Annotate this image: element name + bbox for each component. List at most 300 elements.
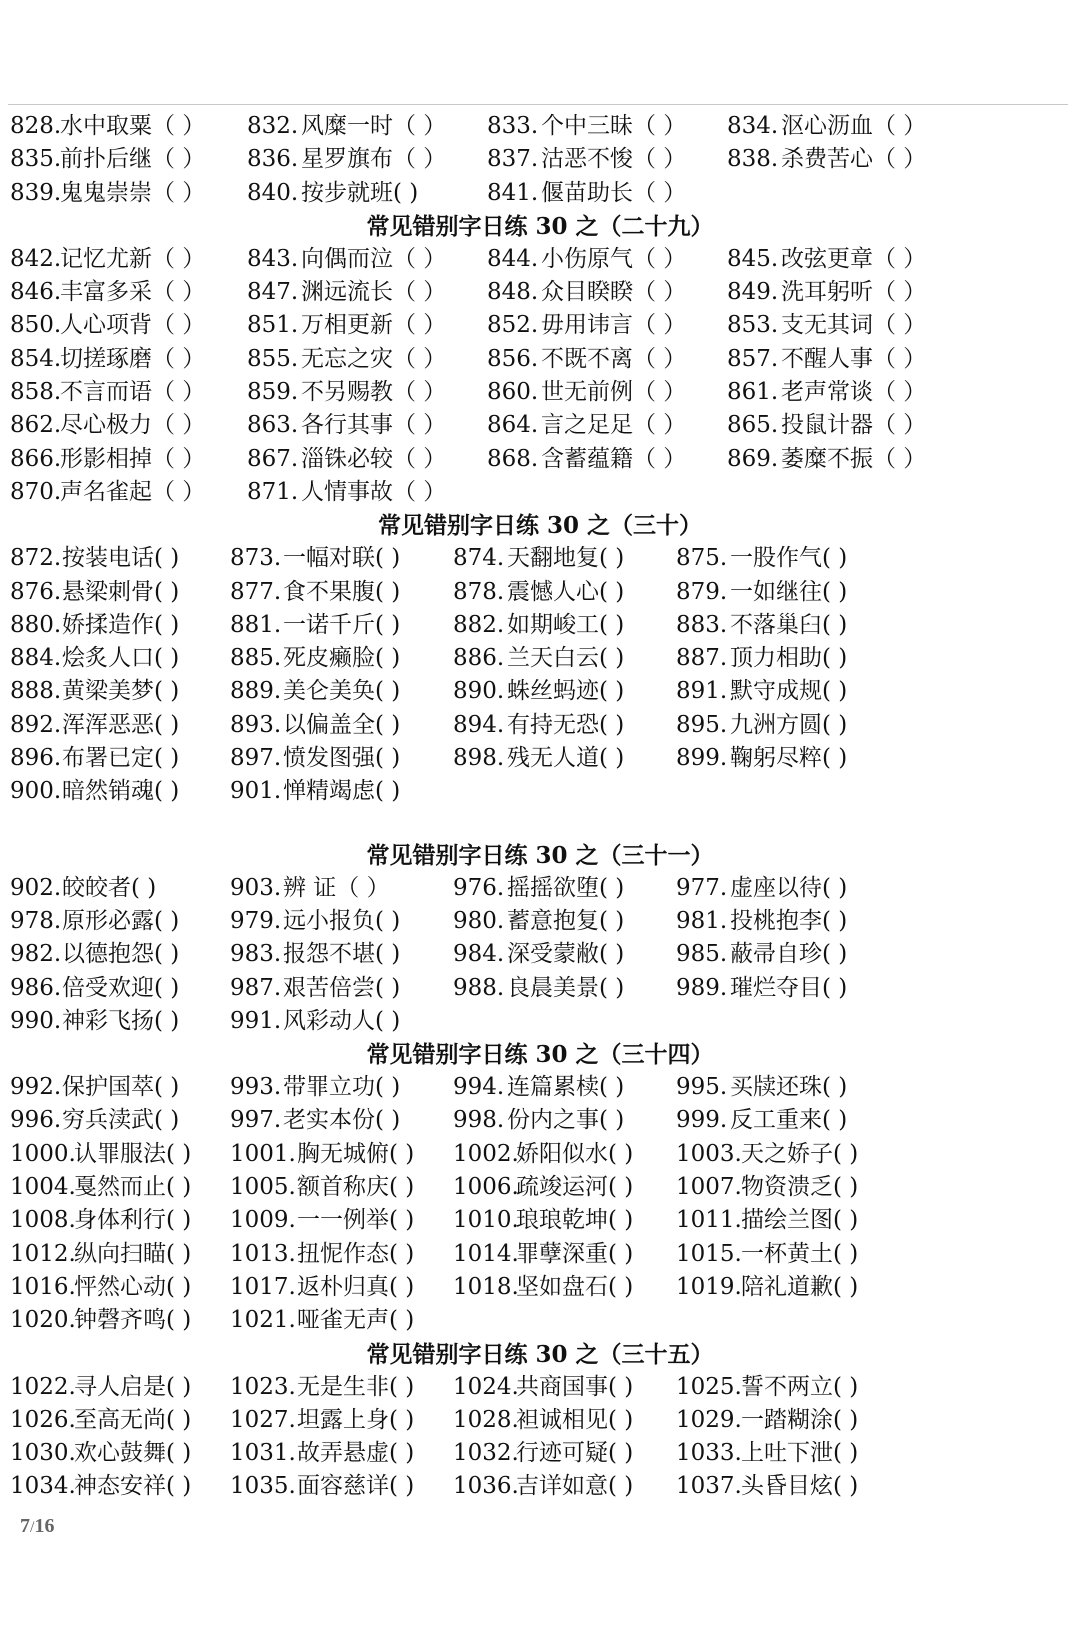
item-number: 1030. [10, 1440, 76, 1467]
item-number: 1002. [453, 1140, 519, 1167]
exercise-row [0, 872, 1080, 905]
idiom-text: 上吐下泄( ) [741, 1440, 859, 1467]
idiom-text: 黄梁美梦( ) [62, 678, 180, 705]
idiom-text: 反工重来( ) [730, 1107, 848, 1134]
item-number: 846. [10, 279, 62, 306]
item-number: 979. [230, 907, 282, 934]
idiom-text: 一一例举( ) [297, 1207, 415, 1234]
idiom-text: 鞠躬尽粹( ) [730, 745, 848, 772]
item-number: 884. [10, 645, 62, 672]
idiom-text: 蛛丝蚂迹( ) [507, 678, 625, 705]
item-number: 977. [676, 874, 728, 901]
item-number: 895. [676, 711, 728, 738]
idiom-text: 沤心沥血（ ） [781, 113, 927, 139]
item-number: 871. [247, 478, 299, 505]
item-number: 894. [453, 711, 505, 738]
item-number: 885. [230, 645, 282, 672]
item-number: 903. [230, 874, 282, 901]
item-number: 1024. [453, 1373, 519, 1400]
idiom-text: 声名雀起（ ） [60, 478, 206, 505]
exercise-section [0, 210, 1080, 509]
item-number: 1011. [676, 1207, 742, 1234]
exercise-row [0, 143, 1080, 176]
idiom-text: 共商国事( ) [516, 1373, 634, 1400]
exercise-row [0, 177, 1080, 210]
item-number: 1006. [453, 1174, 519, 1201]
item-number: 834. [727, 113, 779, 139]
item-number: 872. [10, 545, 62, 572]
item-number: 839. [10, 179, 62, 206]
item-number: 1027. [230, 1406, 296, 1433]
exercise-section [0, 839, 1080, 1038]
idiom-text: 报怨不堪( ) [283, 941, 401, 968]
idiom-text: 支无其词（ ） [781, 312, 927, 339]
idiom-text: 向偶而泣（ ） [301, 245, 447, 272]
page-current: 7 [20, 1515, 30, 1537]
idiom-text: 尽心极力（ ） [60, 412, 206, 439]
item-number: 982. [10, 941, 62, 968]
exercise-row [0, 1437, 1080, 1470]
item-number: 989. [676, 974, 728, 1001]
item-number: 996. [10, 1107, 62, 1134]
idiom-text: 残无人道( ) [507, 745, 625, 772]
item-number: 847. [247, 279, 299, 306]
item-number: 1036. [453, 1473, 519, 1500]
item-number: 995. [676, 1074, 728, 1101]
item-number: 1015. [676, 1240, 742, 1267]
exercise-row [0, 1204, 1080, 1237]
idiom-text: 不既不离（ ） [541, 345, 687, 372]
item-number: 851. [247, 312, 299, 339]
item-number: 997. [230, 1107, 282, 1134]
item-number: 870. [10, 478, 62, 505]
exercise-row [0, 1470, 1080, 1503]
item-number: 836. [247, 146, 299, 173]
idiom-text: 一杯黄土( ) [741, 1240, 859, 1267]
idiom-text: 欢心鼓舞( ) [74, 1440, 192, 1467]
idiom-text: 身体利行( ) [74, 1207, 192, 1234]
item-number: 835. [10, 146, 62, 173]
idiom-text: 誓不两立( ) [741, 1373, 859, 1400]
idiom-text: 良晨美景( ) [507, 974, 625, 1001]
idiom-text: 陪礼道歉( ) [741, 1273, 859, 1300]
exercise-section [0, 1138, 1080, 1338]
item-number: 863. [247, 412, 299, 439]
exercise-row [0, 1404, 1080, 1437]
item-number: 881. [230, 611, 282, 638]
idiom-text: 琅琅乾坤( ) [516, 1207, 634, 1234]
idiom-text: 洗耳躬听（ ） [781, 279, 927, 306]
item-number: 857. [727, 345, 779, 372]
item-number: 991. [230, 1007, 282, 1034]
idiom-text: 以偏盖全( ) [283, 711, 401, 738]
item-number: 854. [10, 345, 62, 372]
item-number: 901. [230, 778, 282, 805]
idiom-text: 璀烂夺目( ) [730, 974, 848, 1001]
idiom-text: 一诺千斤( ) [283, 611, 401, 638]
idiom-text: 神态安祥( ) [74, 1473, 192, 1500]
idiom-text: 毋用讳言（ ） [541, 312, 687, 339]
item-number: 869. [727, 445, 779, 472]
idiom-text: 扭怩作态( ) [297, 1240, 415, 1267]
item-number: 988. [453, 974, 505, 1001]
top-divider [8, 104, 1068, 105]
idiom-text: 疏竣运河( ) [516, 1174, 634, 1201]
idiom-text: 鬼鬼崇崇（ ） [60, 179, 206, 206]
item-number: 992. [10, 1074, 62, 1101]
idiom-text: 淄铢必较（ ） [301, 445, 447, 472]
idiom-text: 一幅对联( ) [283, 545, 401, 572]
item-number: 976. [453, 874, 505, 901]
item-number: 897. [230, 745, 282, 772]
idiom-text: 虚座以待( ) [730, 874, 848, 901]
idiom-text: 娇揉造作( ) [62, 611, 180, 638]
item-number: 1023. [230, 1373, 296, 1400]
exercise-row [0, 1271, 1080, 1304]
idiom-text: 改弦更章（ ） [781, 245, 927, 272]
idiom-text: 天翻地复( ) [507, 545, 625, 572]
exercise-row [0, 1238, 1080, 1271]
exercise-row [0, 1104, 1080, 1137]
exercise-row [0, 742, 1080, 775]
exercise-row [0, 609, 1080, 642]
item-number: 1008. [10, 1207, 76, 1234]
idiom-text: 有持无恐( ) [507, 711, 625, 738]
item-number: 864. [487, 412, 539, 439]
item-number: 1035. [230, 1473, 296, 1500]
item-number: 882. [453, 611, 505, 638]
exercise-row [0, 1071, 1080, 1104]
idiom-text: 坚如盘石( ) [516, 1273, 634, 1300]
idiom-text: 投鼠计器（ ） [781, 412, 927, 439]
item-number: 837. [487, 146, 539, 173]
item-number: 852. [487, 312, 539, 339]
section-title: 常见错别字日练 30 之（三十五） [366, 1340, 714, 1368]
section-title: 常见错别字日练 30 之（三十） [377, 512, 703, 540]
item-number: 902. [10, 874, 62, 901]
idiom-text: 一踏糊涂( ) [741, 1406, 859, 1433]
item-number: 1037. [676, 1473, 742, 1500]
idiom-text: 纵向扫瞄( ) [74, 1240, 192, 1267]
item-number: 838. [727, 146, 779, 173]
idiom-text: 浑浑恶恶( ) [62, 711, 180, 738]
idiom-text: 以德抱怨( ) [62, 941, 180, 968]
page-separator: / [30, 1519, 35, 1536]
item-number: 899. [676, 745, 728, 772]
item-number: 1033. [676, 1440, 742, 1467]
idiom-text: 摇摇欲堕( ) [507, 874, 625, 901]
item-number: 983. [230, 941, 282, 968]
item-number: 876. [10, 578, 62, 605]
idiom-text: 萎糜不振（ ） [781, 445, 927, 472]
idiom-text: 布署已定( ) [62, 745, 180, 772]
idiom-text: 死皮癞脸( ) [283, 645, 401, 672]
exercise-row [0, 1005, 1080, 1038]
item-number: 1034. [10, 1473, 76, 1500]
exercise-row [0, 343, 1080, 376]
exercise-row [0, 309, 1080, 342]
item-number: 1025. [676, 1373, 742, 1400]
exercise-row [0, 709, 1080, 742]
idiom-text: 食不果腹( ) [283, 578, 401, 605]
idiom-text: 辨 证（ ） [283, 874, 390, 901]
item-number: 1004. [10, 1174, 76, 1201]
item-number: 900. [10, 778, 62, 805]
idiom-text: 形影相掉（ ） [60, 445, 206, 472]
idiom-text: 至高无尚( ) [74, 1406, 192, 1433]
item-number: 1003. [676, 1140, 742, 1167]
item-number: 892. [10, 711, 62, 738]
idiom-text: 投桃抱李( ) [730, 907, 848, 934]
item-number: 868. [487, 445, 539, 472]
item-number: 850. [10, 312, 62, 339]
page-total: 16 [34, 1515, 55, 1537]
idiom-text: 头昏目炫( ) [741, 1473, 859, 1500]
item-number: 1032. [453, 1440, 519, 1467]
idiom-text: 各行其事（ ） [301, 412, 447, 439]
idiom-text: 戛然而止( ) [74, 1174, 192, 1201]
section-title: 常见错别字日练 30 之（三十一） [366, 841, 714, 869]
idiom-text: 九洲方圆( ) [730, 711, 848, 738]
item-number: 890. [453, 678, 505, 705]
idiom-text: 带罪立功( ) [283, 1074, 401, 1101]
idiom-text: 无是生非( ) [297, 1373, 415, 1400]
item-number: 874. [453, 545, 505, 572]
item-number: 1009. [230, 1207, 296, 1234]
idiom-text: 水中取粟（ ） [60, 113, 206, 139]
item-number: 984. [453, 941, 505, 968]
item-number: 858. [10, 379, 62, 406]
item-number: 862. [10, 412, 62, 439]
item-number: 866. [10, 445, 62, 472]
idiom-text: 袒诚相见( ) [516, 1406, 634, 1433]
idiom-text: 不言而语（ ） [60, 379, 206, 406]
exercise-row [0, 443, 1080, 476]
idiom-text: 坦露上身( ) [297, 1406, 415, 1433]
item-number: 833. [487, 113, 539, 139]
idiom-text: 默守成规( ) [730, 678, 848, 705]
item-number: 998. [453, 1107, 505, 1134]
item-number: 855. [247, 345, 299, 372]
exercise-row [0, 542, 1080, 575]
item-number: 1029. [676, 1406, 742, 1433]
idiom-text: 娇阳似水( ) [516, 1140, 634, 1167]
exercise-section [0, 110, 1080, 210]
idiom-text: 皎皎者( ) [62, 874, 157, 901]
exercise-row [0, 110, 1080, 143]
idiom-text: 描绘兰图( ) [741, 1207, 859, 1234]
item-number: 844. [487, 245, 539, 272]
idiom-text: 蓄意抱复( ) [507, 907, 625, 934]
item-number: 1007. [676, 1174, 742, 1201]
idiom-text: 吉详如意( ) [516, 1473, 634, 1500]
idiom-text: 按装电话( ) [62, 545, 180, 572]
exercise-row [0, 476, 1080, 509]
idiom-text: 含蓄蕴籍（ ） [541, 445, 687, 472]
exercise-content [0, 110, 1080, 1504]
idiom-text: 沽恶不悛（ ） [541, 146, 687, 173]
exercise-row [0, 1171, 1080, 1204]
idiom-text: 美仑美奂( ) [283, 678, 401, 705]
section-title: 常见错别字日练 30 之（三十四） [366, 1041, 714, 1069]
item-number: 891. [676, 678, 728, 705]
section-title: 常见错别字日练 30 之（二十九） [366, 212, 714, 240]
idiom-text: 切搓琢磨（ ） [60, 345, 206, 372]
exercise-row [0, 775, 1080, 808]
idiom-text: 保护国萃( ) [62, 1074, 180, 1101]
idiom-text: 寻人启是( ) [74, 1373, 192, 1400]
idiom-text: 言之足足（ ） [541, 412, 687, 439]
idiom-text: 无忘之灾（ ） [301, 345, 447, 372]
item-number: 1012. [10, 1240, 76, 1267]
item-number: 1010. [453, 1207, 519, 1234]
idiom-text: 行迹可疑( ) [516, 1440, 634, 1467]
item-number: 898. [453, 745, 505, 772]
item-number: 981. [676, 907, 728, 934]
exercise-section [0, 509, 1080, 808]
item-number: 1016. [10, 1273, 76, 1300]
item-number: 848. [487, 279, 539, 306]
exercise-row [0, 409, 1080, 442]
item-number: 887. [676, 645, 728, 672]
item-number: 893. [230, 711, 282, 738]
idiom-text: 蔽帚自珍( ) [730, 941, 848, 968]
idiom-text: 万相更新（ ） [301, 312, 447, 339]
item-number: 1018. [453, 1273, 519, 1300]
item-number: 990. [10, 1007, 62, 1034]
item-number: 1019. [676, 1273, 742, 1300]
idiom-text: 兰天白云( ) [507, 645, 625, 672]
item-number: 978. [10, 907, 62, 934]
item-number: 853. [727, 312, 779, 339]
item-number: 877. [230, 578, 282, 605]
item-number: 861. [727, 379, 779, 406]
item-number: 1031. [230, 1440, 296, 1467]
exercise-row [0, 905, 1080, 938]
idiom-text: 小伤原气（ ） [541, 245, 687, 272]
idiom-text: 认罪服法( ) [74, 1140, 192, 1167]
idiom-text: 丰富多采（ ） [60, 279, 206, 306]
idiom-text: 悬梁刺骨( ) [62, 578, 180, 605]
exercise-row [0, 1371, 1080, 1404]
idiom-text: 一股作气( ) [730, 545, 848, 572]
item-number: 1021. [230, 1307, 296, 1334]
idiom-text: 世无前例（ ） [541, 379, 687, 406]
exercise-row [0, 276, 1080, 309]
item-number: 993. [230, 1074, 282, 1101]
item-number: 1000. [10, 1140, 76, 1167]
idiom-text: 返朴归真( ) [297, 1273, 415, 1300]
item-number: 889. [230, 678, 282, 705]
idiom-text: 众目睽睽（ ） [541, 279, 687, 306]
idiom-text: 风彩动人( ) [283, 1007, 401, 1034]
item-number: 880. [10, 611, 62, 638]
item-number: 875. [676, 545, 728, 572]
item-number: 832. [247, 113, 299, 139]
item-number: 873. [230, 545, 282, 572]
item-number: 1005. [230, 1174, 296, 1201]
item-number: 985. [676, 941, 728, 968]
item-number: 896. [10, 745, 62, 772]
item-number: 842. [10, 245, 62, 272]
idiom-text: 顶力相助( ) [730, 645, 848, 672]
idiom-text: 倍受欢迎( ) [62, 974, 180, 1001]
item-number: 1028. [453, 1406, 519, 1433]
item-number: 849. [727, 279, 779, 306]
item-number: 1014. [453, 1240, 519, 1267]
idiom-text: 前扑后继（ ） [60, 146, 206, 173]
idiom-text: 星罗旗布（ ） [301, 146, 447, 173]
idiom-text: 连篇累椟( ) [507, 1074, 625, 1101]
exercise-section [0, 1038, 1080, 1138]
idiom-text: 怦然心动( ) [74, 1273, 192, 1300]
idiom-text: 哑雀无声( ) [297, 1307, 415, 1334]
exercise-row [0, 376, 1080, 409]
idiom-text: 老实本份( ) [283, 1107, 401, 1134]
idiom-text: 天之娇子( ) [741, 1140, 859, 1167]
idiom-text: 物资溃乏( ) [741, 1174, 859, 1201]
idiom-text: 不落巢臼( ) [730, 611, 848, 638]
item-number: 878. [453, 578, 505, 605]
idiom-text: 风糜一时（ ） [301, 113, 447, 139]
exercise-row [0, 675, 1080, 708]
idiom-text: 神彩飞扬( ) [62, 1007, 180, 1034]
idiom-text: 老声常谈（ ） [781, 379, 927, 406]
idiom-text: 一如继往( ) [730, 578, 848, 605]
idiom-text: 烩炙人口( ) [62, 645, 180, 672]
item-number: 986. [10, 974, 62, 1001]
item-number: 999. [676, 1107, 728, 1134]
idiom-text: 原形必露( ) [62, 907, 180, 934]
idiom-text: 偃苗助长（ ） [541, 179, 687, 206]
idiom-text: 愤发图强( ) [283, 745, 401, 772]
idiom-text: 人心项背（ ） [60, 312, 206, 339]
exercise-section [0, 1338, 1080, 1504]
idiom-text: 面容慈详( ) [297, 1473, 415, 1500]
item-number: 840. [247, 179, 299, 206]
idiom-text: 深受蒙敝( ) [507, 941, 625, 968]
page-number [20, 1515, 54, 1538]
item-number: 860. [487, 379, 539, 406]
item-number: 879. [676, 578, 728, 605]
item-number: 980. [453, 907, 505, 934]
exercise-row [0, 243, 1080, 276]
item-number: 886. [453, 645, 505, 672]
idiom-text: 渊远流长（ ） [301, 279, 447, 306]
idiom-text: 个中三昧（ ） [541, 113, 687, 139]
item-number: 843. [247, 245, 299, 272]
item-number: 994. [453, 1074, 505, 1101]
exercise-row [0, 972, 1080, 1005]
idiom-text: 暗然销魂( ) [62, 778, 180, 805]
item-number: 1001. [230, 1140, 296, 1167]
item-number: 1022. [10, 1373, 76, 1400]
item-number: 1020. [10, 1307, 76, 1334]
item-number: 841. [487, 179, 539, 206]
idiom-text: 惮精竭虑( ) [283, 778, 401, 805]
idiom-text: 份内之事( ) [507, 1107, 625, 1134]
item-number: 1026. [10, 1406, 76, 1433]
idiom-text: 艰苦倍尝( ) [283, 974, 401, 1001]
idiom-text: 远小报负( ) [283, 907, 401, 934]
idiom-text: 买牍还珠( ) [730, 1074, 848, 1101]
idiom-text: 胸无城俯( ) [297, 1140, 415, 1167]
idiom-text: 故弄悬虚( ) [297, 1440, 415, 1467]
idiom-text: 不醒人事（ ） [781, 345, 927, 372]
item-number: 867. [247, 445, 299, 472]
idiom-text: 钟磬齐鸣( ) [74, 1307, 192, 1334]
item-number: 859. [247, 379, 299, 406]
